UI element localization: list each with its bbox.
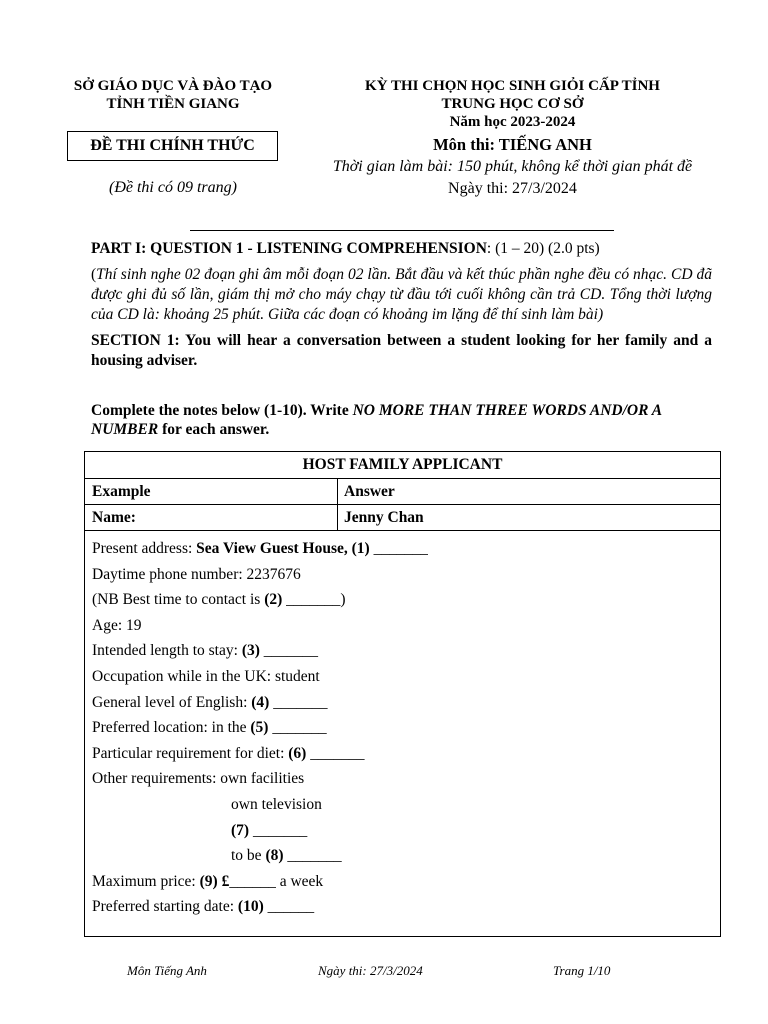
footer-subject: Môn Tiếng Anh xyxy=(127,963,207,978)
table-cell-name-label: Name: xyxy=(85,505,338,530)
address-value: Sea View Guest House, xyxy=(196,540,352,557)
question-7-number: (7) xyxy=(231,821,250,839)
complete-prefix: Complete the notes below (1-10). Write xyxy=(91,402,353,419)
school-year: Năm học 2023-2024 xyxy=(449,114,576,130)
section-heading: SECTION 1: You will hear a conversation between a student looking for her family and a housing adviser. xyxy=(91,332,712,369)
other-requirement-2: own television xyxy=(231,795,322,813)
department-header xyxy=(48,77,298,113)
table-cell-example: Example xyxy=(85,479,338,504)
field-phone: Daytime phone number: 2237676 xyxy=(92,565,301,583)
table-title: HOST FAMILY APPLICANT xyxy=(85,452,720,479)
department-line-1: SỞ GIÁO DỤC VÀ ĐÀO TẠO xyxy=(73,78,273,94)
notes-fields xyxy=(85,531,720,920)
price-label: Maximum price: xyxy=(92,872,200,890)
location-label: Preferred location: in the xyxy=(92,719,251,737)
contact-prefix: (NB Best time to contact is xyxy=(92,591,265,609)
answer-blank-2: _______) xyxy=(282,591,346,609)
answer-blank-9: ______ xyxy=(229,872,276,890)
complete-instruction xyxy=(91,401,712,439)
question-4-number: (4) xyxy=(251,693,270,711)
answer-blank-6: _______ xyxy=(306,744,365,762)
part-title: PART I: QUESTION 1 - LISTENING COMPREHENSION xyxy=(91,240,487,257)
part-heading xyxy=(91,239,712,259)
exam-subject: Môn thi: TIẾNG ANH xyxy=(433,135,592,154)
start-date-label: Preferred starting date: xyxy=(92,898,238,916)
price-suffix: a week xyxy=(275,872,324,890)
question-9-number: (9) £ xyxy=(199,872,230,890)
question-3-number: (3) xyxy=(241,642,260,660)
time-allowed: Thời gian làm bài: 150 phút, không kể thời gian phát đề xyxy=(332,158,693,175)
instruction-open-paren: ( xyxy=(91,266,97,283)
address-label: Present address: xyxy=(92,540,197,557)
field-other-requirements xyxy=(92,766,720,792)
complete-emphasis: NO MORE THAN THREE WORDS AND/OR A NUMBER xyxy=(91,402,662,438)
footer-date: Ngày thi: 27/3/2024 xyxy=(318,963,423,978)
field-other-requirement-2 xyxy=(92,792,720,818)
answer-blank-7: _______ xyxy=(249,821,308,839)
field-occupation: Occupation while in the UK: student xyxy=(92,667,320,685)
part-meta: : (1 – 20) (2.0 pts) xyxy=(486,240,600,257)
question-8-number: (8) xyxy=(265,847,284,865)
department-line-2: TỈNH TIỀN GIANG xyxy=(106,96,240,112)
field-location xyxy=(92,715,720,741)
other-requirement-1: own facilities xyxy=(220,770,305,788)
footer-page-number: Trang 1/10 xyxy=(553,963,611,978)
table-row xyxy=(85,505,720,531)
exam-title-line-1: KỲ THI CHỌN HỌC SINH GIỎI CẤP TỈNH xyxy=(365,78,660,94)
page-count-note: (Đề thi có 09 trang) xyxy=(109,179,237,196)
diet-label: Particular requirement for diet: xyxy=(92,744,289,762)
official-exam-box: ĐỀ THI CHÍNH THỨC xyxy=(67,131,278,161)
host-family-table xyxy=(84,451,721,937)
field-length-of-stay xyxy=(92,638,720,664)
table-cell-name-value: Jenny Chan xyxy=(344,509,424,526)
listening-instruction xyxy=(91,265,712,325)
exam-title-line-2: TRUNG HỌC CƠ SỞ xyxy=(441,96,584,112)
field-other-requirement-8 xyxy=(92,843,720,869)
question-2-number: (2) xyxy=(264,591,283,609)
table-row xyxy=(85,479,720,505)
instruction-text: Thí sinh nghe 02 đoạn ghi âm mỗi đoạn 02 lần. Bắt đầu và kết thúc phần nghe đều có nhạc. CD đã được ghi đủ số lần, giám thị mở cho máy chạy từ đầu tới cuối không cần trả CD. Tổng thời lượng của CD là: khoảng 25 phút. Giữa các đoạn có khoảng im lặng để thí sinh làm bài) xyxy=(91,266,712,323)
field-contact-time xyxy=(92,587,720,613)
question-10-number: (10) xyxy=(237,898,264,916)
to-be-label: to be xyxy=(231,847,266,865)
exam-date: Ngày thi: 27/3/2024 xyxy=(448,180,577,197)
answer-blank-1: _______ xyxy=(369,540,428,557)
question-1-number: (1) xyxy=(351,540,370,557)
answer-blank-3: _______ xyxy=(259,642,319,660)
field-address xyxy=(92,536,720,562)
main-content xyxy=(91,239,712,439)
field-other-requirement-7 xyxy=(92,818,720,844)
complete-suffix: for each answer. xyxy=(158,421,270,438)
field-start-date xyxy=(92,894,720,920)
question-5-number: (5) xyxy=(250,719,269,737)
field-age: Age: 19 xyxy=(92,616,142,634)
answer-blank-10: ______ xyxy=(263,898,315,916)
answer-blank-8: _______ xyxy=(283,847,342,865)
header-divider xyxy=(190,230,614,231)
answer-blank-4: _______ xyxy=(269,693,328,711)
question-6-number: (6) xyxy=(288,744,307,762)
field-max-price xyxy=(92,869,720,895)
table-cell-answer: Answer xyxy=(344,483,395,500)
field-diet xyxy=(92,741,720,767)
english-label: General level of English: xyxy=(92,693,252,711)
answer-blank-5: _______ xyxy=(268,719,327,737)
field-english-level xyxy=(92,690,720,716)
other-label: Other requirements: xyxy=(92,770,221,788)
stay-label: Intended length to stay: xyxy=(92,642,242,660)
exam-header xyxy=(305,77,720,200)
